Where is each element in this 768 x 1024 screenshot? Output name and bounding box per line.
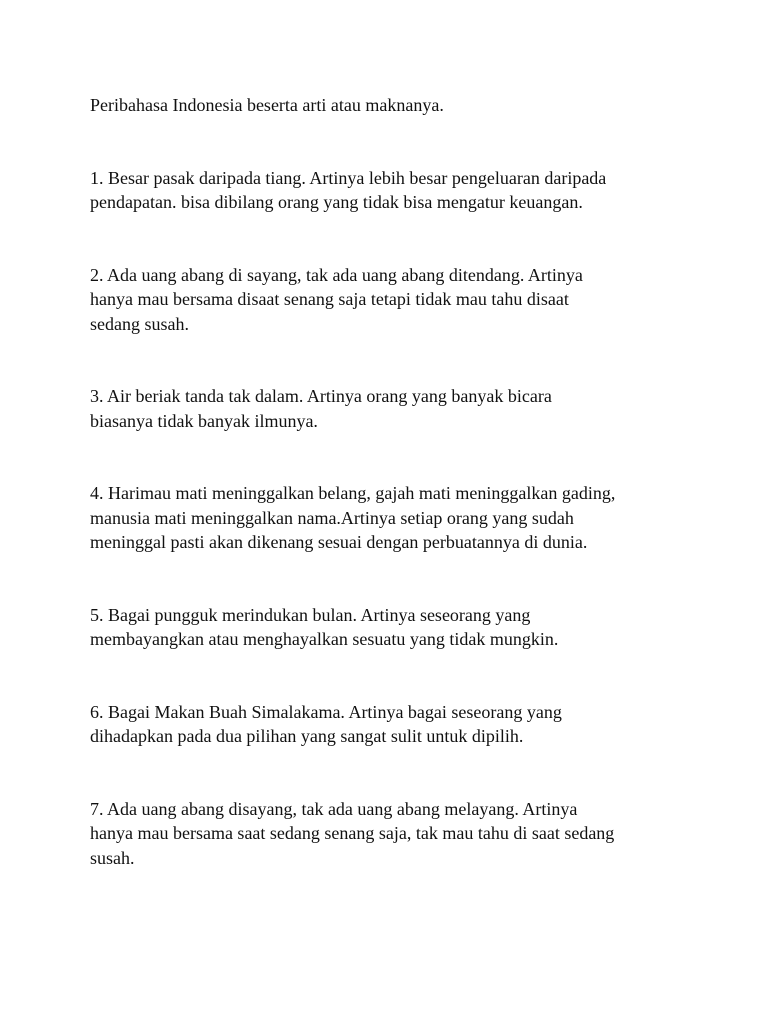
text-line: 6. Bagai Makan Buah Simalakama. Artinya bagai seseorang yang [90,701,562,722]
text-line: sedang susah. [90,313,189,334]
text-line: 3. Air beriak tanda tak dalam. Artinya orang yang banyak bicara [90,386,552,406]
text-line: 2. Ada uang abang di sayang, tak ada uang abang ditendang. Artinya [90,264,583,285]
text-line: 1. Besar pasak daripada tiang. Artinya lebih besar pengeluaran daripada [90,167,607,188]
text-line: dihadapkan pada dua pilihan yang sangat sulit untuk dipilih. [90,726,524,746]
document-title: Peribahasa Indonesia beserta arti atau maknanya. [90,95,444,115]
proverb-item-1 [90,166,690,215]
text-line: pendapatan. bisa dibilang orang yang tidak bisa mengatur keuangan. [90,192,583,212]
text-line: meninggal pasti akan dikenang sesuai dengan perbuatannya di dunia. [90,532,588,552]
text-line: 4. Harimau mati meninggalkan belang, gajah mati meninggalkan gading, [90,483,616,503]
text-line: membayangkan atau menghayalkan sesuatu yang tidak mungkin. [90,629,559,649]
proverb-item-7 [90,797,690,871]
proverb-item-6 [90,700,690,749]
proverb-item-5 [90,603,690,652]
document-body [90,93,690,918]
text-line: hanya mau bersama disaat senang saja tetapi tidak mau tahu disaat [90,289,569,309]
proverb-item-4 [90,481,690,555]
text-line: susah. [90,847,135,868]
text-line: biasanya tidak banyak ilmunya. [90,410,318,431]
proverb-item-2 [90,263,690,337]
text-line: 5. Bagai pungguk merindukan bulan. Artinya seseorang yang [90,604,531,625]
proverb-item-3 [90,384,690,433]
text-line: manusia mati meninggalkan nama.Artinya setiap orang yang sudah [90,507,574,528]
text-line: 7. Ada uang abang disayang, tak ada uang abang melayang. Artinya [90,798,578,819]
text-line: hanya mau bersama saat sedang senang saja, tak mau tahu di saat sedang [90,823,615,843]
